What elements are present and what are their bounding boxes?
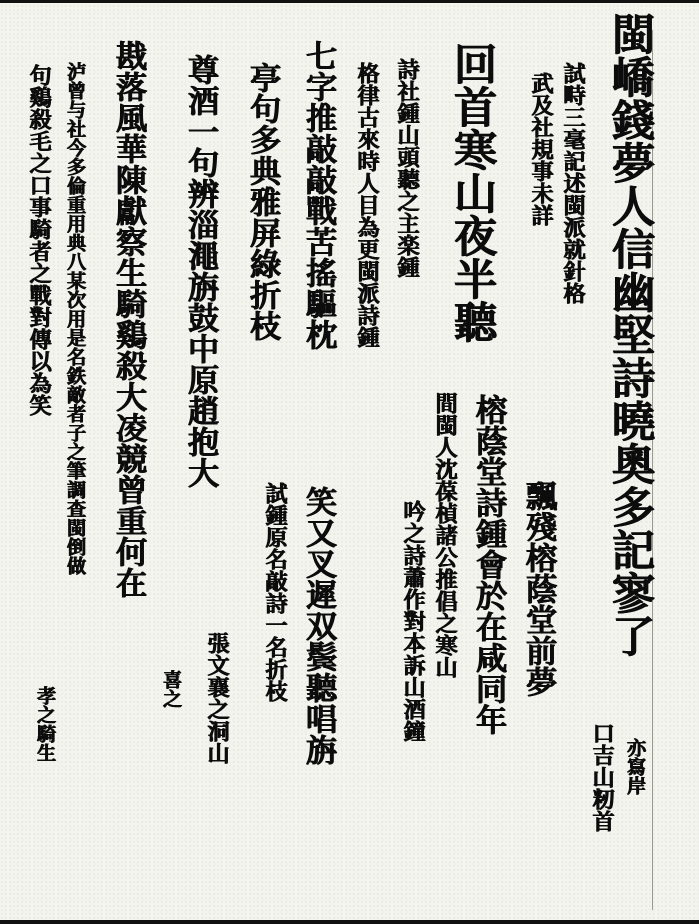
manuscript-column: 張文襄之洞山 <box>204 632 230 764</box>
manuscript-column: 泸曾与社今多倫重用典八某次用是名鉄敵者子之筆調查閩倒做 <box>64 62 86 575</box>
manuscript-column: 閩嶠錢夢人信幽堅詩曉奧多記寥了 <box>605 12 655 657</box>
manuscript-column: 詩社鍾山頭聽之主楽鍾 <box>394 58 420 278</box>
manuscript-column: 亭句多典雅屏綠折枝 <box>244 62 280 341</box>
manuscript-column: 試鍾原名敲詩一名折枝 <box>262 482 288 702</box>
manuscript-column: 格律古來時人目為更閩派詩鍾 <box>354 62 380 348</box>
bottom-border <box>0 920 699 924</box>
manuscript-column: 飄殘榕蔭堂前夢 <box>520 480 556 697</box>
manuscript-column: 口吉山籾首 <box>589 722 615 832</box>
manuscript-column: 喜之 <box>160 670 182 708</box>
manuscript-column: 孝之騎生 <box>34 686 56 762</box>
manuscript-column: 句鷄殺毛之口事騎者之戰對傳以為笑 <box>26 64 52 416</box>
manuscript-column: 間閩人沈葆楨諸公推倡之寒山 <box>432 392 458 678</box>
manuscript-column: 尊酒一句辨淄澠旃鼓中原趙抱大 <box>182 54 218 488</box>
manuscript-column: 戡落風華陳獻察生騎鷄殺大凌競曾重何在 <box>110 40 146 598</box>
manuscript-column: 七字推敲敲戰苦搖驅枕 <box>300 40 336 350</box>
manuscript-column: 吟之詩蕭作對本訴山酒鐘 <box>400 500 426 742</box>
manuscript-column: 武及社規事未詳 <box>528 72 554 226</box>
manuscript-column: 榕蔭堂詩鍾會於在咸同年 <box>470 394 506 735</box>
top-border <box>0 0 699 3</box>
manuscript-column: 笑又叉遲双鬓聽唱旃 <box>300 486 336 765</box>
manuscript-column: 試畤三毫記述閩派就針格 <box>560 62 586 304</box>
manuscript-column: 回首寒山夜半聽 <box>447 42 497 343</box>
manuscript-column: 亦寫岸 <box>624 738 646 795</box>
